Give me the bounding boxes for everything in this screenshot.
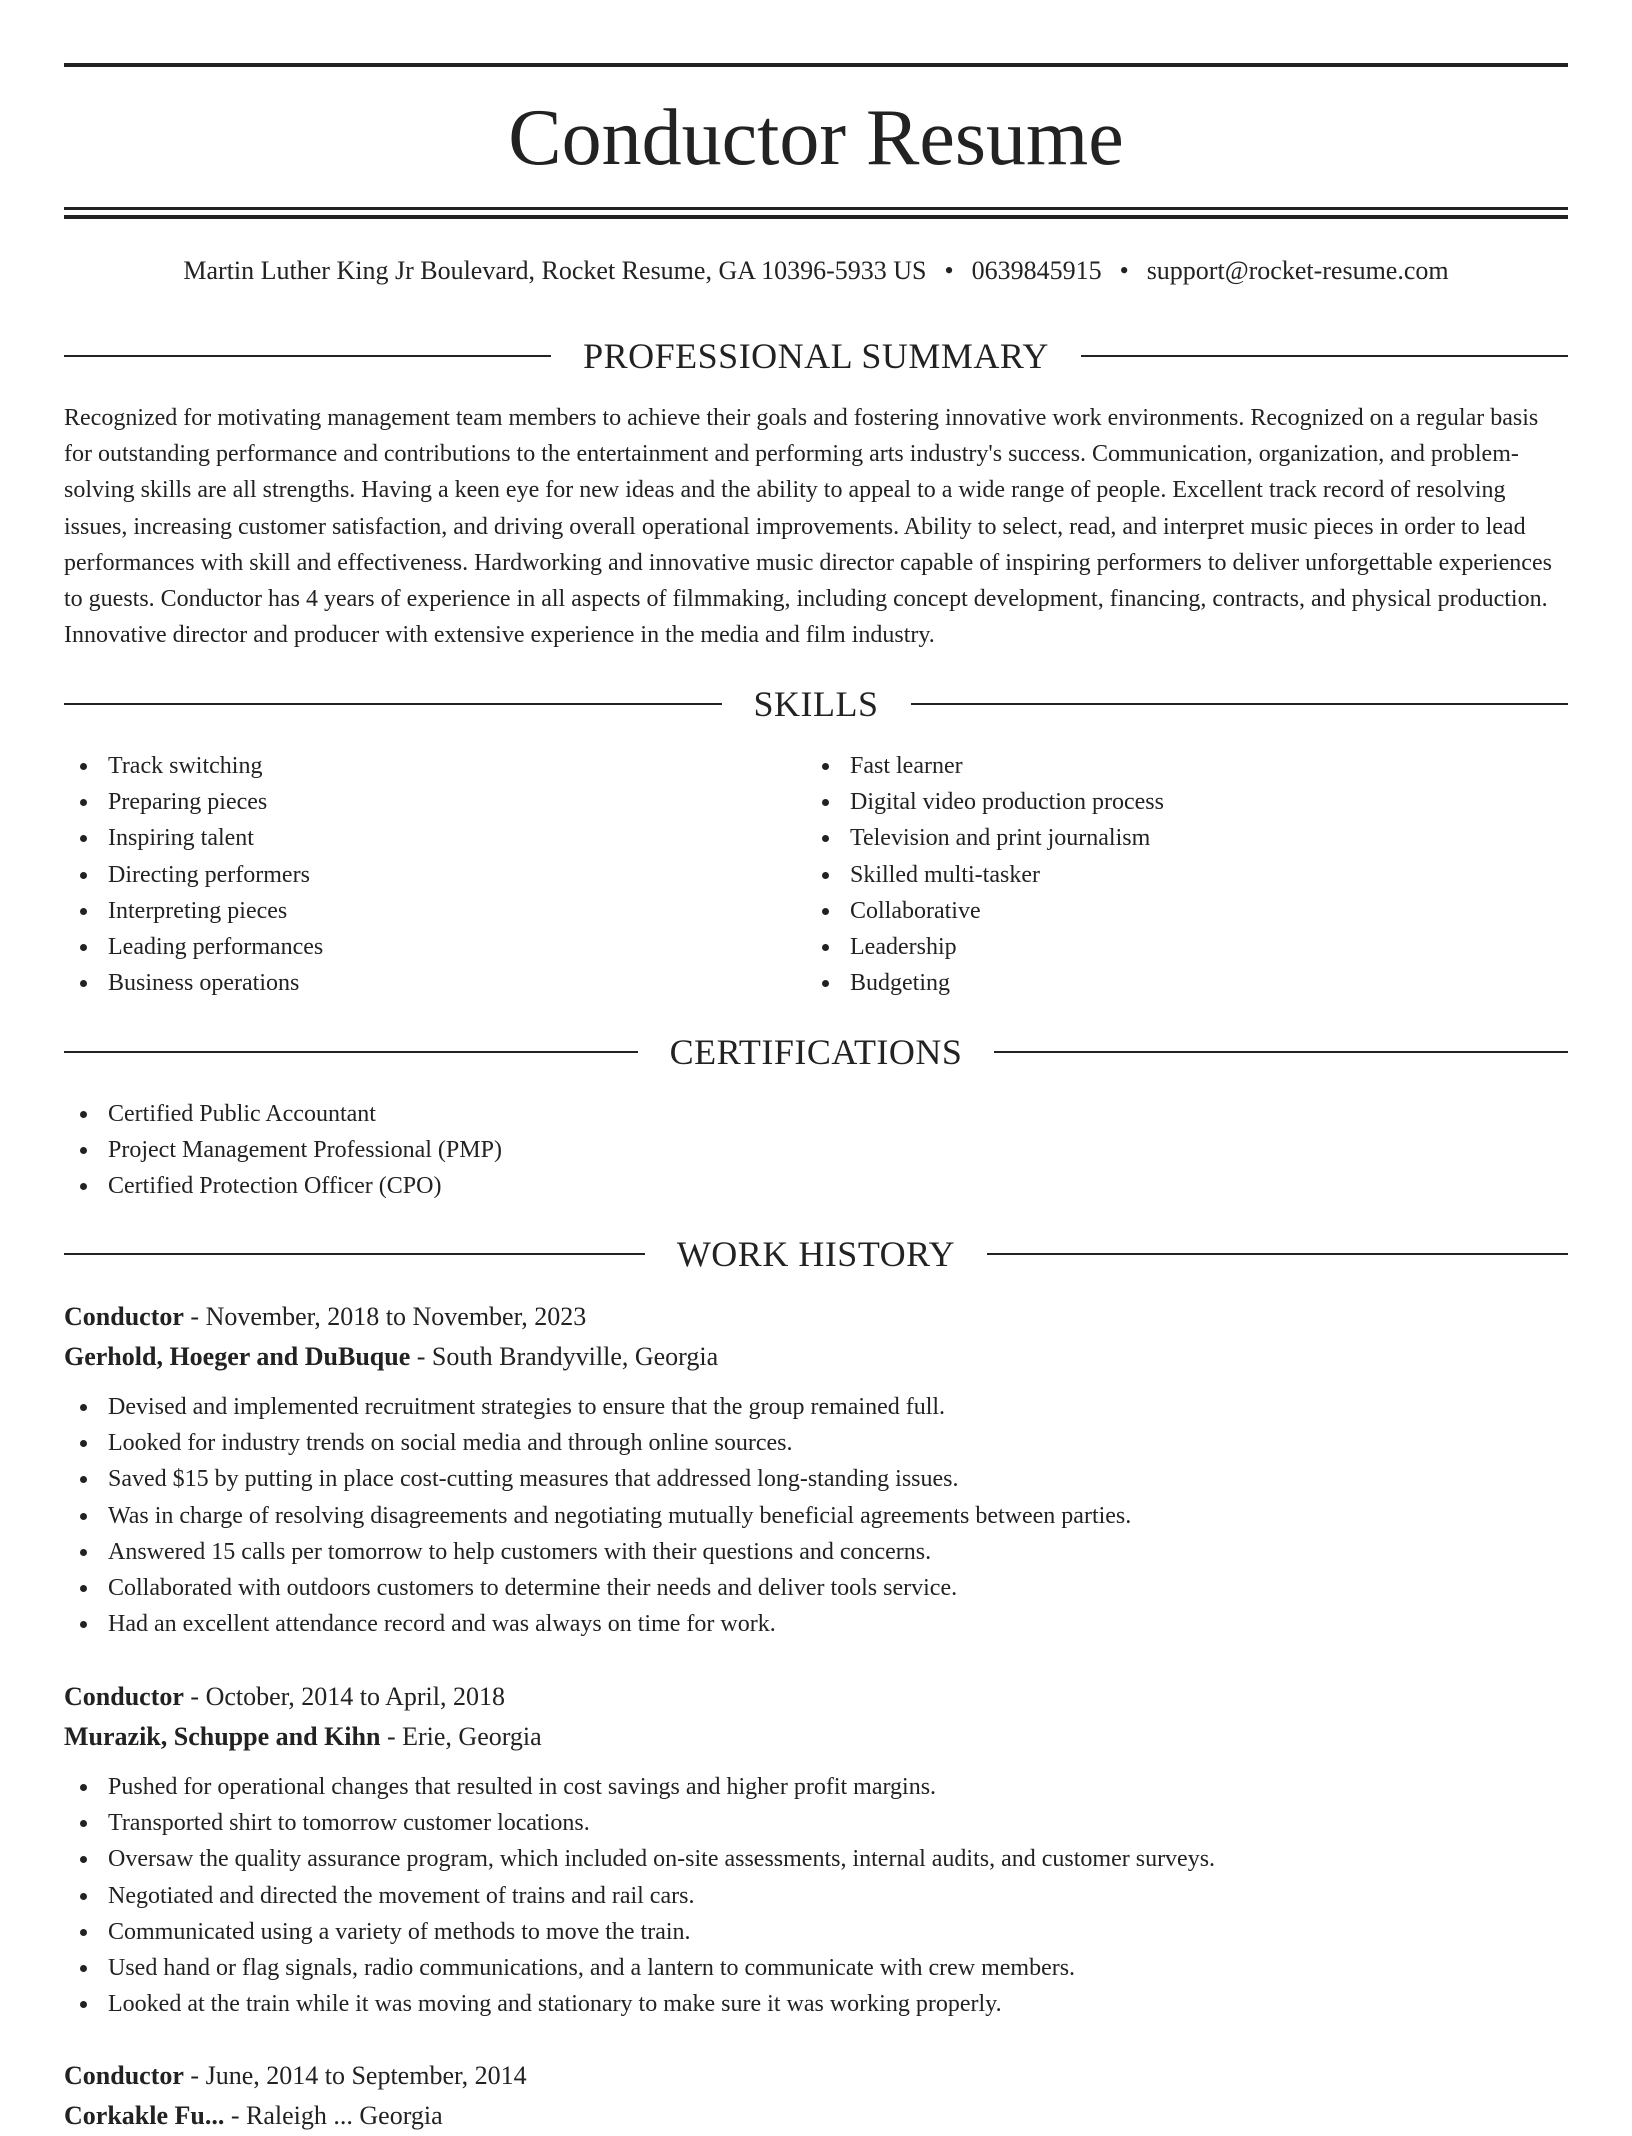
job-company-line: Murazik, Schuppe and Kihn - Erie, Georgia [64, 1722, 542, 1751]
job-title-line: Conductor - October, 2014 to April, 2018 [64, 1682, 505, 1711]
skill-item: Preparing pieces [64, 784, 323, 820]
skills-list-right [806, 748, 1164, 1001]
job-company-line: Gerhold, Hoeger and DuBuque - South Brandyville, Georgia [64, 1342, 719, 1371]
section-title: CERTIFICATIONS [669, 1032, 963, 1072]
heading-rule [987, 1253, 1568, 1255]
job-bullet: Devised and implemented recruitment strategies to ensure that the group remained full. [64, 1389, 1568, 1425]
job-title: Conductor [64, 1302, 184, 1331]
certification-item: Certified Protection Officer (CPO) [64, 1168, 502, 1204]
section-heading-skills [64, 682, 1568, 726]
job-bullet: Used hand or flag signals, radio communications, and a lantern to communicate with crew members. [64, 1950, 1568, 1986]
heading-rule [64, 1051, 638, 1053]
skill-item: Skilled multi-tasker [806, 857, 1164, 893]
job-title: Conductor [64, 1682, 184, 1711]
heading-rule [911, 703, 1569, 705]
skill-item: Television and print journalism [806, 820, 1164, 856]
job-entry [64, 1677, 1568, 2022]
skill-item: Budgeting [806, 965, 1164, 1001]
skill-item: Leading performances [64, 929, 323, 965]
address: Martin Luther King Jr Boulevard, Rocket Resume, GA 10396-5933 US [183, 256, 927, 285]
job-title-line: Conductor - June, 2014 to September, 2014 [64, 2061, 527, 2090]
contact-line [64, 255, 1568, 287]
job-bullet: Collaborated with outdoors customers to determine their needs and deliver tools service. [64, 1570, 1568, 1606]
section-title: WORK HISTORY [676, 1234, 956, 1274]
job-bullet: Negotiated and directed the movement of trains and rail cars. [64, 1878, 1568, 1914]
skill-item: Collaborative [806, 893, 1164, 929]
company-name: Corkakle Fu... [64, 2101, 225, 2130]
company-location: Raleigh ... Georgia [246, 2101, 443, 2130]
job-dates: June, 2014 to September, 2014 [205, 2061, 527, 2090]
phone: 0639845915 [971, 256, 1102, 285]
job-bullet: Looked at the train while it was moving and stationary to make sure it was working properly. [64, 1986, 1568, 2022]
page-title: Conductor Resume [508, 94, 1124, 182]
double-rule [64, 207, 1568, 219]
skill-item: Inspiring talent [64, 820, 323, 856]
job-bullet: Looked for industry trends on social media and through online sources. [64, 1425, 1568, 1461]
company-name: Murazik, Schuppe and Kihn [64, 1722, 381, 1751]
job-entry [64, 2056, 1568, 2136]
skill-item: Track switching [64, 748, 323, 784]
company-location: Erie, Georgia [402, 1722, 542, 1751]
job-company-line: Corkakle Fu... - Raleigh ... Georgia [64, 2101, 443, 2130]
job-dates: November, 2018 to November, 2023 [205, 1302, 587, 1331]
heading-rule [64, 1253, 645, 1255]
skill-item: Directing performers [64, 857, 323, 893]
section-heading-work-history [64, 1232, 1568, 1276]
job-bullets [64, 1769, 1568, 2022]
separator-dot: • [1119, 256, 1129, 285]
skill-item: Leadership [806, 929, 1164, 965]
section-heading-certifications [64, 1030, 1568, 1074]
summary-text: Recognized for motivating management team members to achieve their goals and fostering innovative work environments. Recognized on a regular basis for outstanding performance and contributions to the entertainment and performing arts industry's success. Communication, organization, and problem-solving skills are all strengths. Having a keen eye for new ideas and the ability to appeal to a wide range of people. Excellent track record of resolving issues, increasing customer satisfaction, and driving overall operational improvements. Ability to select, read, and interpret music pieces in order to lead performances with skill and effectiveness. Hardworking and innovative music director capable of inspiring performers to deliver unforgettable experiences to guests. Conductor has 4 years of experience in all aspects of filmmaking, including concept development, financing, contracts, and physical production. Innovative director and producer with extensive experience in the media and film industry. [64, 405, 1552, 649]
certification-item: Certified Public Accountant [64, 1096, 502, 1132]
section-heading-summary [64, 334, 1568, 378]
job-title-line: Conductor - November, 2018 to November, 2023 [64, 1302, 587, 1331]
heading-rule [1081, 355, 1568, 357]
section-title: PROFESSIONAL SUMMARY [583, 336, 1049, 376]
skill-item: Fast learner [806, 748, 1164, 784]
email-link[interactable]: support@rocket-resume.com [1146, 256, 1449, 285]
job-bullet: Transported shirt to tomorrow customer locations. [64, 1805, 1568, 1841]
company-location: South Brandyville, Georgia [431, 1342, 719, 1371]
heading-rule [994, 1051, 1568, 1053]
skill-item: Business operations [64, 965, 323, 1001]
skills-list-left [64, 748, 323, 1001]
job-bullets [64, 1389, 1568, 1642]
heading-rule [64, 703, 722, 705]
job-bullet: Oversaw the quality assurance program, which included on-site assessments, internal audits, and customer surveys. [64, 1841, 1568, 1877]
job-bullet: Pushed for operational changes that resulted in cost savings and higher profit margins. [64, 1769, 1568, 1805]
skill-item: Digital video production process [806, 784, 1164, 820]
skill-item: Interpreting pieces [64, 893, 323, 929]
job-title: Conductor [64, 2061, 184, 2090]
company-name: Gerhold, Hoeger and DuBuque [64, 1342, 411, 1371]
top-rule [64, 63, 1568, 67]
job-bullet: Saved $15 by putting in place cost-cutting measures that addressed long-standing issues. [64, 1461, 1568, 1497]
job-dates: October, 2014 to April, 2018 [205, 1682, 505, 1711]
job-bullet: Had an excellent attendance record and was always on time for work. [64, 1606, 1568, 1642]
heading-rule [64, 355, 551, 357]
certification-item: Project Management Professional (PMP) [64, 1132, 502, 1168]
section-title: SKILLS [753, 684, 879, 724]
job-bullet: Answered 15 calls per tomorrow to help customers with their questions and concerns. [64, 1534, 1568, 1570]
job-bullet: Was in charge of resolving disagreements and negotiating mutually beneficial agreements between parties. [64, 1498, 1568, 1534]
separator-dot: • [944, 256, 954, 285]
job-entry [64, 1297, 1568, 1642]
job-bullet: Communicated using a variety of methods to move the train. [64, 1914, 1568, 1950]
certifications-list [64, 1096, 502, 1205]
